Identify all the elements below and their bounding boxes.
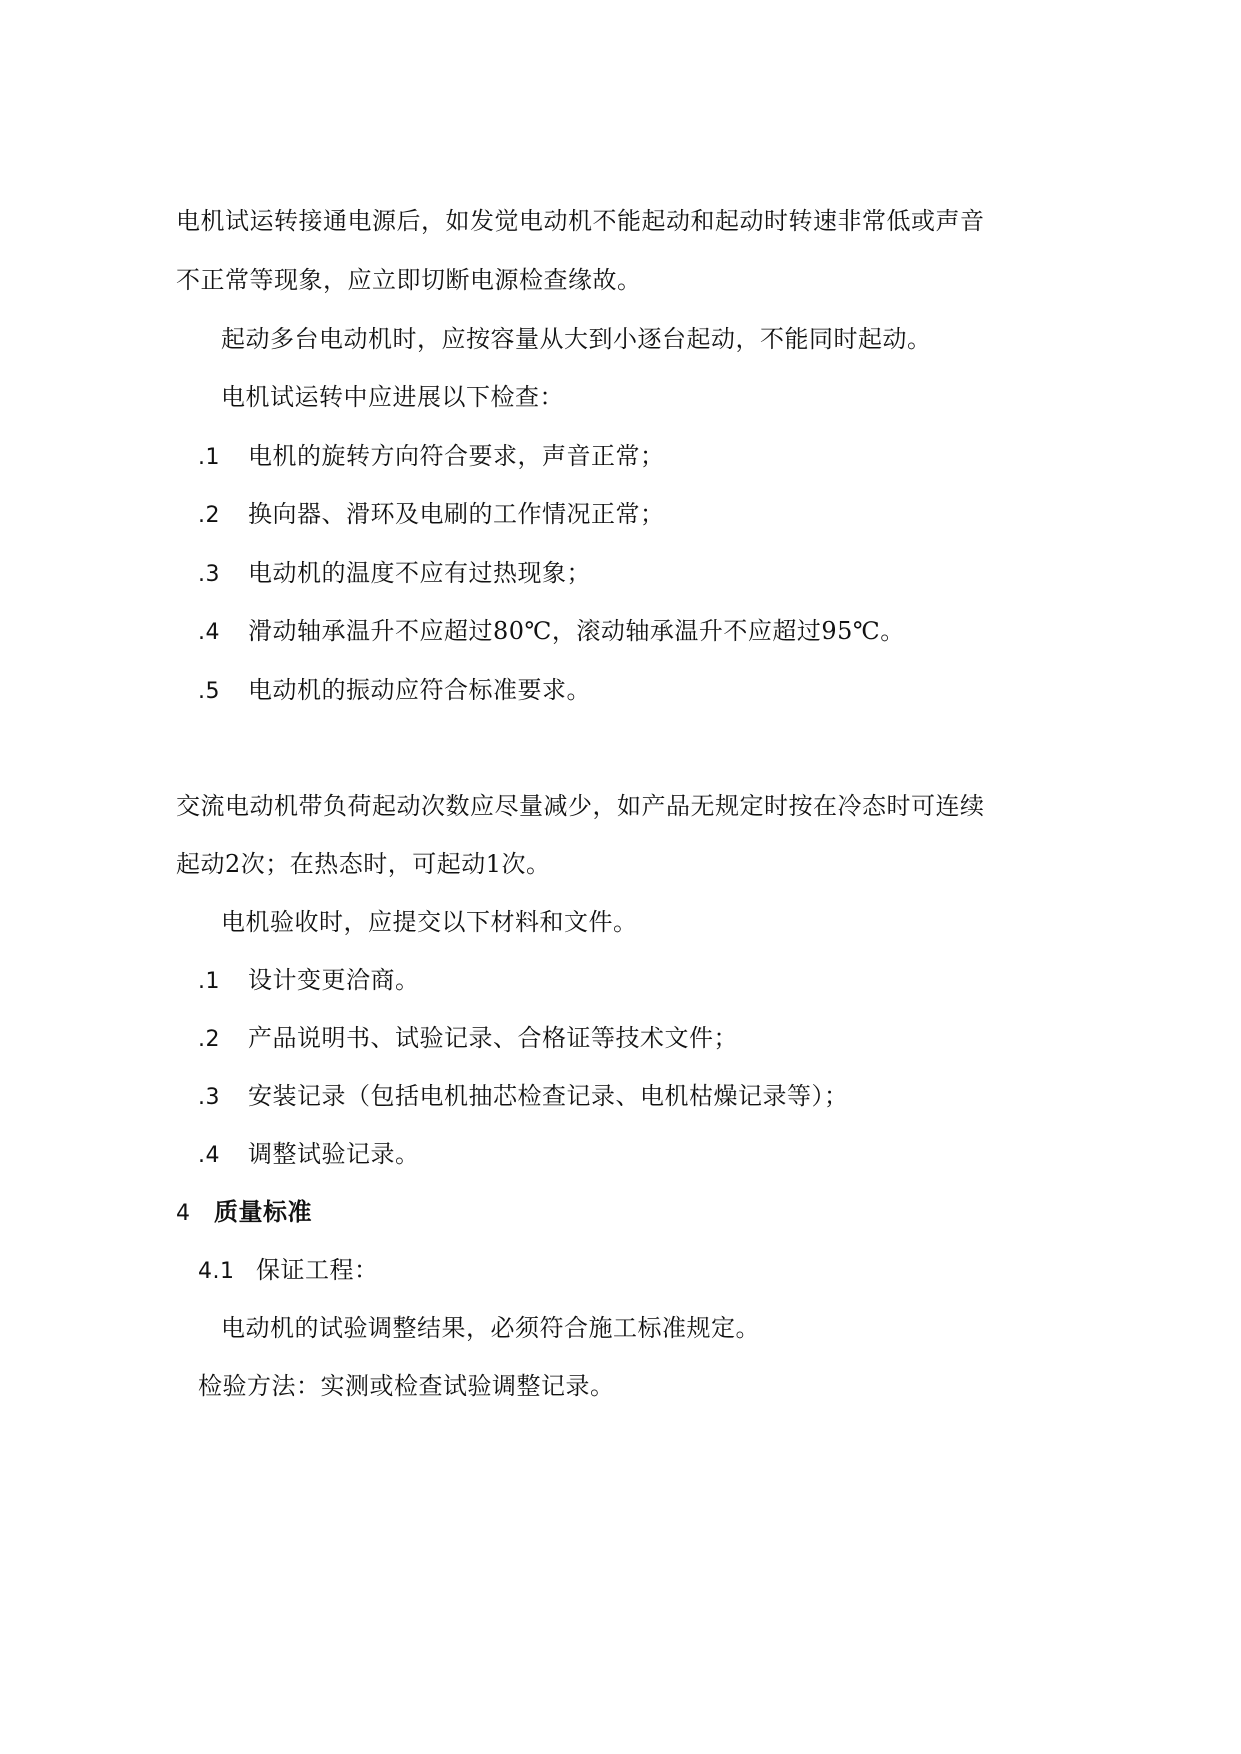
item-number: .2 (198, 503, 220, 528)
item-text: 换向器、滑环及电刷的工作情况正常； (248, 500, 665, 528)
item-number: .4 (198, 1143, 220, 1168)
item-text: 滑动轴承温升不应超过80℃，滚动轴承温升不应超过95℃。 (248, 617, 905, 645)
paragraph-inspection-method: 检验方法：实测或检查试验调整记录。 (198, 1372, 615, 1400)
paragraph-motor-trial-line-1: 电机试运转接通电源后，如发觉电动机不能起动和起动时转速非常低或声音 (176, 207, 985, 235)
subsection-heading (198, 1255, 379, 1287)
check-item (198, 616, 905, 648)
item-text: 安装记录（包括电机抽芯检查记录、电机枯燥记录等）； (248, 1082, 849, 1110)
item-number: .4 (198, 620, 220, 645)
item-text: 电机的旋转方向符合要求，声音正常； (248, 442, 665, 470)
item-text: 设计变更洽商。 (248, 966, 420, 994)
acceptance-item (198, 1139, 420, 1171)
check-item (198, 441, 665, 473)
item-number: .1 (198, 445, 220, 470)
check-item (198, 558, 591, 590)
acceptance-item (198, 965, 420, 997)
paragraph-ac-motor-start-line-2: 起动2次；在热态时，可起动1次。 (176, 850, 551, 878)
item-number: .5 (198, 679, 220, 704)
acceptance-item (198, 1081, 849, 1113)
item-number: .3 (198, 1085, 220, 1110)
paragraph-acceptance-intro: 电机验收时，应提交以下材料和文件。 (221, 908, 638, 936)
paragraph-motor-trial-line-2: 不正常等现象，应立即切断电源检查缘故。 (176, 266, 642, 294)
section-heading (176, 1197, 312, 1229)
paragraph-test-results: 电动机的试验调整结果，必须符合施工标准规定。 (221, 1314, 760, 1342)
acceptance-item (198, 1023, 738, 1055)
section-number: 4 (176, 1201, 191, 1226)
check-item (198, 499, 665, 531)
item-text: 调整试验记录。 (248, 1140, 420, 1168)
item-text: 电动机的振动应符合标准要求。 (248, 676, 591, 704)
check-item (198, 675, 591, 707)
paragraph-multi-motor-start: 起动多台电动机时，应按容量从大到小逐台起动，不能同时起动。 (221, 325, 932, 353)
paragraph-ac-motor-start-line-1: 交流电动机带负荷起动次数应尽量减少，如产品无规定时按在冷态时可连续 (176, 792, 985, 820)
item-text: 产品说明书、试验记录、合格证等技术文件； (248, 1024, 738, 1052)
item-number: .2 (198, 1027, 220, 1052)
subsection-number: 4.1 (198, 1259, 235, 1284)
section-title: 质量标准 (214, 1198, 312, 1226)
item-number: .1 (198, 969, 220, 994)
item-text: 电动机的温度不应有过热现象； (248, 559, 591, 587)
item-number: .3 (198, 562, 220, 587)
paragraph-trial-checks-intro: 电机试运转中应进展以下检查： (221, 383, 564, 411)
subsection-title: 保证工程： (256, 1256, 379, 1284)
